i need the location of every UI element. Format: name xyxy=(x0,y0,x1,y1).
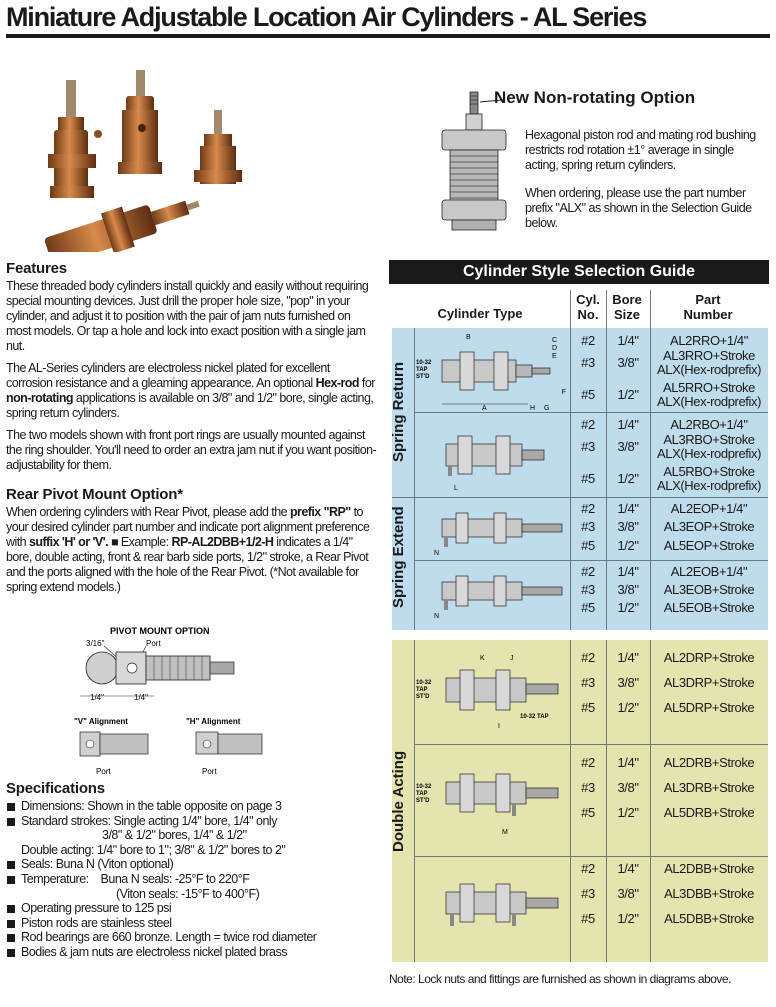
svg-text:E: E xyxy=(552,353,557,360)
spec-item: Double acting: 1/4" bore to 1"; 3/8" & 1/2" bores to 2" xyxy=(21,842,286,857)
cell-bore: 1/2" xyxy=(617,538,639,553)
spec-item: 3/8" & 1/2" bores, 1/4" & 1/2" xyxy=(102,828,247,843)
cell-bore: 1/4" xyxy=(617,650,639,665)
svg-text:10-32: 10-32 xyxy=(416,784,432,790)
svg-text:ST'D: ST'D xyxy=(416,694,430,700)
cell-bore: 1/4" xyxy=(617,333,639,348)
grid-line xyxy=(414,640,415,962)
svg-text:10-32 TAP: 10-32 TAP xyxy=(520,714,549,720)
rear-pivot-section xyxy=(6,486,378,595)
svg-text:10-32: 10-32 xyxy=(416,360,432,366)
cell-bore: 3/8" xyxy=(617,675,639,690)
non-rotating-para-2: When ordering, please use the part number prefix "ALX" as shown in the Selection Guide below. xyxy=(525,186,752,230)
svg-text:N: N xyxy=(434,613,440,620)
cell-bore: 3/8" xyxy=(617,780,639,795)
cell-bore: 3/8" xyxy=(617,582,639,597)
spec-item: Dimensions: Shown in the table opposite on page 3 xyxy=(6,799,378,814)
v-port: Port xyxy=(96,767,111,776)
section-label-spring-return: Spring Return xyxy=(390,362,407,462)
cylinder-photo-3 xyxy=(194,110,242,184)
cell-cyl: #3 xyxy=(581,780,595,795)
svg-text:M: M xyxy=(502,829,508,836)
cell-cyl: #5 xyxy=(581,805,595,820)
cell-part: AL5EOB+Stroke xyxy=(663,600,755,615)
cell-cyl: #2 xyxy=(581,333,595,348)
svg-text:G: G xyxy=(544,405,550,412)
svg-text:TAP: TAP xyxy=(416,687,428,693)
pivot-dim-2: 1/4" xyxy=(134,693,148,702)
grid-line xyxy=(392,497,768,498)
cell-part: AL2DRP+Stroke xyxy=(663,650,755,665)
cylinder-diagram-spring-extend-2 xyxy=(416,562,568,628)
cylinder-diagram-spring-extend-1 xyxy=(416,499,568,559)
svg-text:TAP: TAP xyxy=(416,791,428,797)
cell-part: AL3RBO+Stroke ALX(Hex-rodprefix) xyxy=(656,432,762,461)
cylinder-diagram-spring-return-1 xyxy=(416,330,568,412)
spec-item: Bodies & jam nuts are electroless nickel plated brass xyxy=(6,945,378,960)
svg-text:ST'D: ST'D xyxy=(416,374,430,380)
selection-guide-title: Cylinder Style Selection Guide xyxy=(389,260,769,284)
svg-text:N: N xyxy=(434,550,440,557)
cell-part: AL5RBO+Stroke ALX(Hex-rodprefix) xyxy=(656,464,762,493)
cell-bore: 1/2" xyxy=(617,805,639,820)
features-heading: Features xyxy=(6,260,67,277)
cell-bore: 1/4" xyxy=(617,861,639,876)
cell-part: AL3DBB+Stroke xyxy=(664,886,754,901)
hex-rod-cylinder-drawing xyxy=(430,88,520,238)
cell-bore: 3/8" xyxy=(617,355,639,370)
cell-cyl: #2 xyxy=(581,755,595,770)
svg-text:J: J xyxy=(510,655,514,662)
cell-part: AL2DBB+Stroke xyxy=(664,861,754,876)
svg-text:B: B xyxy=(466,334,471,341)
specifications-list xyxy=(6,799,378,960)
pivot-mount-diagram xyxy=(60,624,300,780)
cell-cyl: #2 xyxy=(581,650,595,665)
spec-item: (Viton seals: -15°F to 400°F) xyxy=(116,886,260,901)
pivot-port: Port xyxy=(146,639,161,648)
cell-part: AL2EOP+1/4" xyxy=(670,501,748,516)
pivot-hole: 3/16" xyxy=(86,639,105,648)
non-rotating-heading: New Non-rotating Option xyxy=(494,88,696,107)
grid-line xyxy=(414,328,415,630)
cell-bore: 1/2" xyxy=(617,387,639,402)
header-cyl-no: Cyl. No. xyxy=(576,292,600,322)
cell-part: AL5RRO+Stroke ALX(Hex-rodprefix) xyxy=(656,380,762,409)
h-port: Port xyxy=(202,767,217,776)
header-divider xyxy=(650,290,651,328)
svg-text:D: D xyxy=(552,345,558,352)
cell-bore: 3/8" xyxy=(617,519,639,534)
cell-cyl: #2 xyxy=(581,501,595,516)
svg-text:I: I xyxy=(498,723,500,730)
non-rotating-para-1: Hexagonal piston rod and mating rod bushing restricts rod rotation ±1° average in single acting, spring return cylinders. xyxy=(525,128,756,172)
cell-cyl: #5 xyxy=(581,471,595,486)
pivot-title: PIVOT MOUNT OPTION xyxy=(110,626,210,636)
header-bore-size: Bore Size xyxy=(612,292,642,322)
spec-item: Operating pressure to 125 psi xyxy=(6,901,378,916)
svg-text:10-32: 10-32 xyxy=(416,680,432,686)
features-para-2: The AL-Series cylinders are electroless nickel plated for excellent corrosion resistance and a gleaming appearance. An optional Hex-rod for non-rotating applications is available on 3/8" and 1/2" bore, single acting, spring return cylinders. xyxy=(6,361,375,420)
grid-line xyxy=(414,856,768,857)
svg-text:K: K xyxy=(480,655,485,662)
spec-item: Standard strokes: Single acting 1/4" bore, 1/4" only xyxy=(6,814,378,829)
features-para-3: The two models shown with front port rings are usually mounted against the ring shoulder. You'll need to order an extra jam nut if you want position-adjustability for them. xyxy=(6,428,377,472)
cell-part: AL5EOP+Stroke xyxy=(663,538,755,553)
cell-part: AL2DRB+Stroke xyxy=(663,755,755,770)
title-rule xyxy=(6,34,770,38)
svg-text:ST'D: ST'D xyxy=(416,798,430,804)
svg-text:A: A xyxy=(482,405,487,412)
cell-cyl: #5 xyxy=(581,911,595,926)
cell-bore: 1/2" xyxy=(617,911,639,926)
cell-cyl: #5 xyxy=(581,600,595,615)
cylinder-photo-2 xyxy=(118,70,162,174)
cell-cyl: #5 xyxy=(581,700,595,715)
svg-text:C: C xyxy=(552,337,558,344)
cell-bore: 3/8" xyxy=(617,886,639,901)
cell-cyl: #5 xyxy=(581,387,595,402)
cell-bore: 1/4" xyxy=(617,564,639,579)
h-alignment-label: "H" Alignment xyxy=(186,717,241,726)
cell-bore: 1/4" xyxy=(617,501,639,516)
spec-item: Seals: Buna N (Viton optional) xyxy=(6,857,378,872)
cell-part: AL5DRB+Stroke xyxy=(663,805,755,820)
v-alignment-label: "V" Alignment xyxy=(74,717,128,726)
cell-part: AL2RBO+1/4" xyxy=(670,417,748,432)
product-photo xyxy=(18,62,290,252)
cylinder-diagram-spring-return-2 xyxy=(416,414,568,496)
cell-bore: 1/2" xyxy=(617,700,639,715)
cell-bore: 1/4" xyxy=(617,755,639,770)
features-para-1: These threaded body cylinders install quickly and easily without requiring special mounting devices. Just drill the proper hole size, "pop" in your cylinder, and adjust it to position with the pair of jam nuts furnished on most models. Or tap a hole and lock into exact position with a single jam nut. xyxy=(6,279,369,353)
cylinder-diagram-double-acting-2 xyxy=(416,750,568,850)
svg-text:L: L xyxy=(454,485,458,492)
cell-part: AL2RRO+1/4" xyxy=(670,333,748,348)
cell-bore: 1/2" xyxy=(617,471,639,486)
cell-part: AL3EOP+Stroke xyxy=(663,519,755,534)
cell-cyl: #3 xyxy=(581,675,595,690)
cylinder-diagram-double-acting-3 xyxy=(416,862,568,958)
cell-part: AL3RRO+Stroke ALX(Hex-rodprefix) xyxy=(656,348,762,377)
cell-part: AL2EOB+1/4" xyxy=(670,564,748,579)
page-title: Miniature Adjustable Location Air Cylinders - AL Series xyxy=(6,2,647,32)
cell-cyl: #2 xyxy=(581,861,595,876)
specifications-heading: Specifications xyxy=(6,780,105,797)
section-label-double-acting: Double Acting xyxy=(390,750,407,852)
cell-part: AL5DBB+Stroke xyxy=(664,911,754,926)
cylinder-photo-1 xyxy=(48,80,102,198)
cell-part: AL3EOB+Stroke xyxy=(663,582,755,597)
cylinder-diagram-double-acting-1 xyxy=(416,644,568,742)
header-cylinder-type: Cylinder Type xyxy=(437,306,523,321)
features-section xyxy=(6,260,378,473)
section-label-spring-extend: Spring Extend xyxy=(390,506,407,608)
spec-item: Piston rods are stainless steel xyxy=(6,916,378,931)
svg-text:F: F xyxy=(561,389,566,396)
svg-text:TAP: TAP xyxy=(416,367,428,373)
cell-cyl: #3 xyxy=(581,355,595,370)
footnote: Note: Lock nuts and fittings are furnished as shown in diagrams above. xyxy=(389,972,731,986)
header-divider xyxy=(606,290,607,328)
cell-part: AL3DRP+Stroke xyxy=(663,675,755,690)
grid-line xyxy=(414,560,768,561)
cell-part: AL5DRP+Stroke xyxy=(663,700,755,715)
header-part-number: Part Number xyxy=(683,292,733,322)
specifications-section xyxy=(6,780,378,960)
pivot-dim-1: 1/4" xyxy=(90,693,104,702)
cell-cyl: #2 xyxy=(581,564,595,579)
cell-cyl: #2 xyxy=(581,417,595,432)
rear-pivot-heading: Rear Pivot Mount Option* xyxy=(6,486,183,503)
header-divider xyxy=(570,290,571,328)
svg-text:H: H xyxy=(530,405,536,412)
cell-cyl: #3 xyxy=(581,439,595,454)
cell-cyl: #3 xyxy=(581,886,595,901)
rear-pivot-para: When ordering cylinders with Rear Pivot, please add the prefix "RP" to your desired cylinder part number and indicate port alignment preference with suffix 'H' or 'V'. ■ Example: RP-AL2DBB+1/2-H indicates a 1/4" bore, double acting, front & rear barb side ports, 1/2" stroke, a Rear Pivot and the ports aligned with the hole of the Rear Pivot. (*Not available for spring extend models.) xyxy=(6,505,370,594)
cell-bore: 3/8" xyxy=(617,439,639,454)
cell-part: AL3DRB+Stroke xyxy=(663,780,755,795)
cell-bore: 1/2" xyxy=(617,600,639,615)
grid-line xyxy=(414,412,768,413)
cell-cyl: #5 xyxy=(581,538,595,553)
spec-item: Rod bearings are 660 bronze. Length = twice rod diameter xyxy=(6,930,378,945)
cell-bore: 1/4" xyxy=(617,417,639,432)
spec-item: Temperature: Buna N seals: -25°F to 220°F xyxy=(6,872,378,887)
grid-line xyxy=(414,744,768,745)
cell-cyl: #3 xyxy=(581,519,595,534)
cell-cyl: #3 xyxy=(581,582,595,597)
